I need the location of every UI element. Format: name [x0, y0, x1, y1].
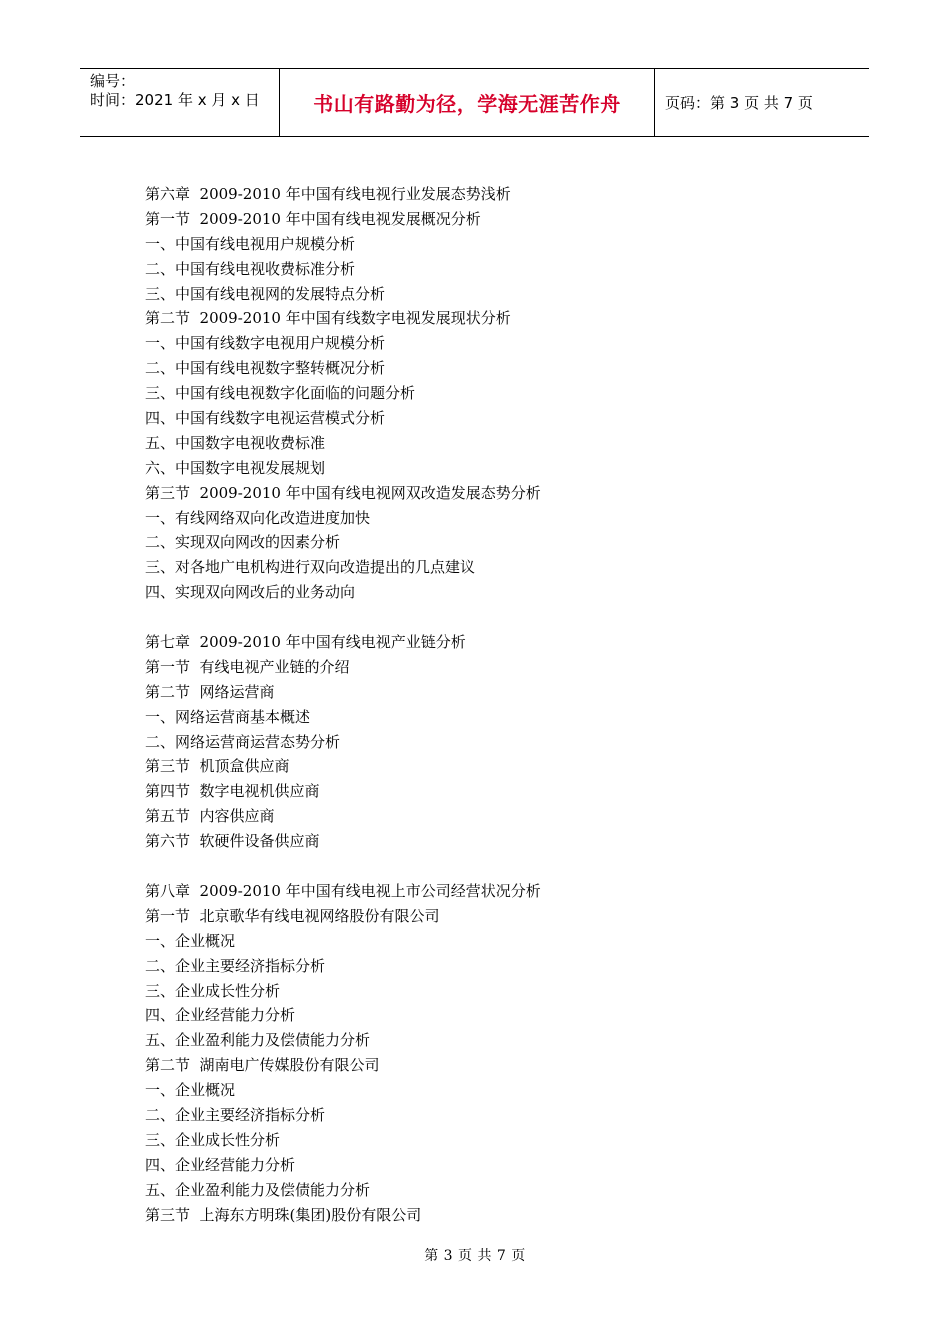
toc-line: 第一节 有线电视产业链的介绍 — [145, 657, 350, 676]
toc-line: 二、中国有线电视收费标准分析 — [145, 259, 356, 278]
toc-line: 二、实现双向网改的因素分析 — [145, 533, 341, 552]
toc-line: 第八章 2009-2010 年中国有线电视上市公司经营状况分析 — [145, 881, 541, 900]
toc-line: 五、企业盈利能力及偿债能力分析 — [145, 1031, 371, 1050]
toc-line: 一、企业概况 — [145, 1081, 236, 1100]
toc-line: 第六章 2009-2010 年中国有线电视行业发展态势浅析 — [145, 185, 511, 203]
toc-line: 四、企业经营能力分析 — [145, 1006, 296, 1025]
toc-line: 二、企业主要经济指标分析 — [145, 1105, 326, 1124]
toc-line: 二、中国有线电视数字整转概况分析 — [145, 359, 386, 378]
toc-line: 第七章 2009-2010 年中国有线电视产业链分析 — [145, 633, 466, 652]
page-footer: 第 3 页 共 7 页 — [424, 1248, 526, 1264]
header-motto: 书山有路勤为径，学海无涯苦作舟 — [280, 69, 655, 136]
toc-line: 三、对各地广电机构进行双向改造提出的几点建议 — [145, 558, 476, 577]
header-page-info: 页码：第 3 页 共 7 页 — [665, 94, 813, 112]
toc-line: 第二节 湖南电广传媒股份有限公司 — [145, 1056, 380, 1075]
toc-line: 第一节 2009-2010 年中国有线电视发展概况分析 — [145, 209, 481, 228]
toc-line: 第三节 2009-2010 年中国有线电视网双改造发展态势分析 — [145, 483, 541, 502]
toc-line: 二、网络运营商运营态势分析 — [145, 732, 341, 751]
toc-line: 一、中国有线数字电视用户规模分析 — [145, 334, 386, 353]
toc-line: 四、企业经营能力分析 — [145, 1155, 296, 1174]
toc-line: 六、中国数字电视发展规划 — [145, 458, 326, 477]
toc-line: 五、企业盈利能力及偿债能力分析 — [145, 1180, 371, 1199]
header-meta — [80, 69, 280, 136]
toc-line: 第三节 机顶盒供应商 — [145, 757, 290, 776]
toc-line: 第五节 内容供应商 — [145, 807, 275, 826]
toc-line: 一、有线网络双向化改造进度加快 — [145, 508, 371, 527]
time-label: 时间：2021 年 x 月 x 日 — [90, 91, 260, 109]
toc-line: 第三节 上海东方明珠(集团)股份有限公司 — [145, 1205, 422, 1224]
toc-line: 三、中国有线电视网的发展特点分析 — [145, 284, 386, 303]
toc-line: 二、企业主要经济指标分析 — [145, 956, 326, 975]
toc-line: 一、中国有线电视用户规模分析 — [145, 234, 356, 253]
page-header — [80, 68, 869, 137]
toc-line: 一、企业概况 — [145, 931, 236, 950]
number-label: 编号： — [90, 72, 136, 90]
toc-line: 第二节 2009-2010 年中国有线数字电视发展现状分析 — [145, 309, 511, 328]
toc-line: 三、中国有线电视数字化面临的问题分析 — [145, 384, 416, 403]
toc-line: 四、实现双向网改后的业务动向 — [145, 583, 356, 602]
toc-line: 三、企业成长性分析 — [145, 1130, 281, 1149]
table-of-contents — [145, 182, 541, 1227]
toc-line: 第六节 软硬件设备供应商 — [145, 832, 320, 851]
toc-line: 第二节 网络运营商 — [145, 682, 275, 701]
toc-line: 第四节 数字电视机供应商 — [145, 782, 320, 801]
toc-line: 第一节 北京歌华有线电视网络股份有限公司 — [145, 906, 440, 925]
toc-line: 五、中国数字电视收费标准 — [145, 433, 326, 452]
toc-spacer — [145, 605, 541, 630]
toc-line: 三、企业成长性分析 — [145, 981, 281, 1000]
toc-spacer — [145, 854, 541, 879]
toc-line: 四、中国有线数字电视运营模式分析 — [145, 409, 386, 428]
toc-line: 一、网络运营商基本概述 — [145, 707, 311, 726]
